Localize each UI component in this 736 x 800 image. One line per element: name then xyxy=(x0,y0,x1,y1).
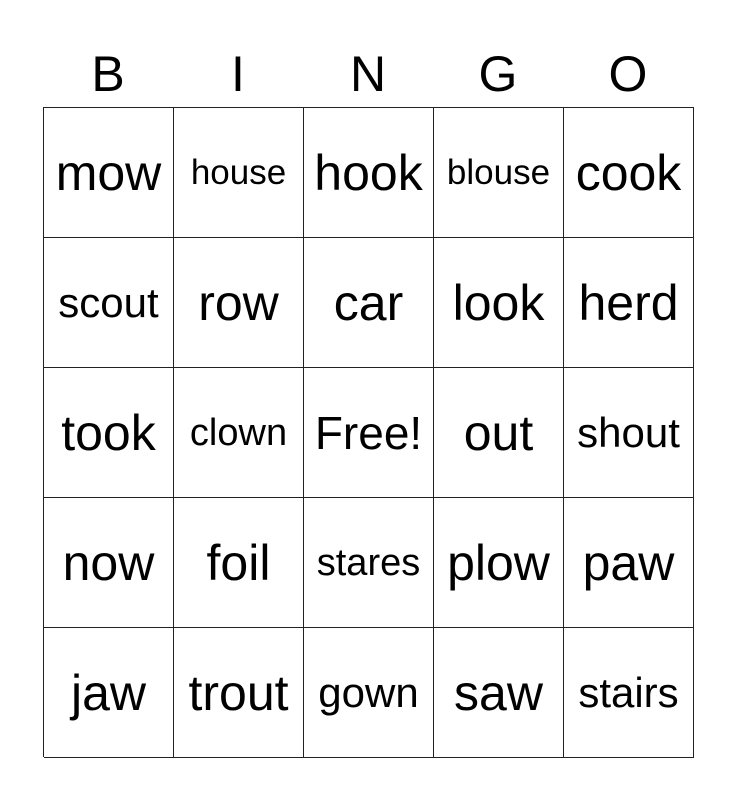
header-letter-b: B xyxy=(91,46,125,102)
bingo-cell[interactable]: shout xyxy=(564,368,694,498)
bingo-cell[interactable]: house xyxy=(174,108,304,238)
bingo-cell[interactable]: clown xyxy=(174,368,304,498)
bingo-cell[interactable]: hook xyxy=(304,108,434,238)
bingo-cell[interactable]: gown xyxy=(304,628,434,758)
bingo-cell[interactable]: jaw xyxy=(44,628,174,758)
bingo-cell[interactable]: trout xyxy=(174,628,304,758)
bingo-cell[interactable]: saw xyxy=(434,628,564,758)
bingo-cell[interactable]: car xyxy=(304,238,434,368)
bingo-cell[interactable]: paw xyxy=(564,498,694,628)
bingo-header xyxy=(43,40,693,108)
bingo-cell[interactable]: scout xyxy=(44,238,174,368)
bingo-cell[interactable]: stairs xyxy=(564,628,694,758)
header-letter-g: G xyxy=(478,46,518,102)
bingo-cell[interactable]: cook xyxy=(564,108,694,238)
free-space-cell[interactable]: Free! xyxy=(304,368,434,498)
header-letter-o: O xyxy=(608,46,648,102)
bingo-cell[interactable]: mow xyxy=(44,108,174,238)
bingo-cell[interactable]: foil xyxy=(174,498,304,628)
bingo-cell[interactable]: stares xyxy=(304,498,434,628)
bingo-cell[interactable]: row xyxy=(174,238,304,368)
bingo-cell[interactable]: plow xyxy=(434,498,564,628)
bingo-cell[interactable]: out xyxy=(434,368,564,498)
bingo-cell[interactable]: blouse xyxy=(434,108,564,238)
bingo-cell[interactable]: look xyxy=(434,238,564,368)
bingo-cell[interactable]: now xyxy=(44,498,174,628)
bingo-board xyxy=(43,107,694,757)
header-letter-i: I xyxy=(231,46,245,102)
header-letter-n: N xyxy=(349,46,387,102)
bingo-cell[interactable]: took xyxy=(44,368,174,498)
bingo-cell[interactable]: herd xyxy=(564,238,694,368)
